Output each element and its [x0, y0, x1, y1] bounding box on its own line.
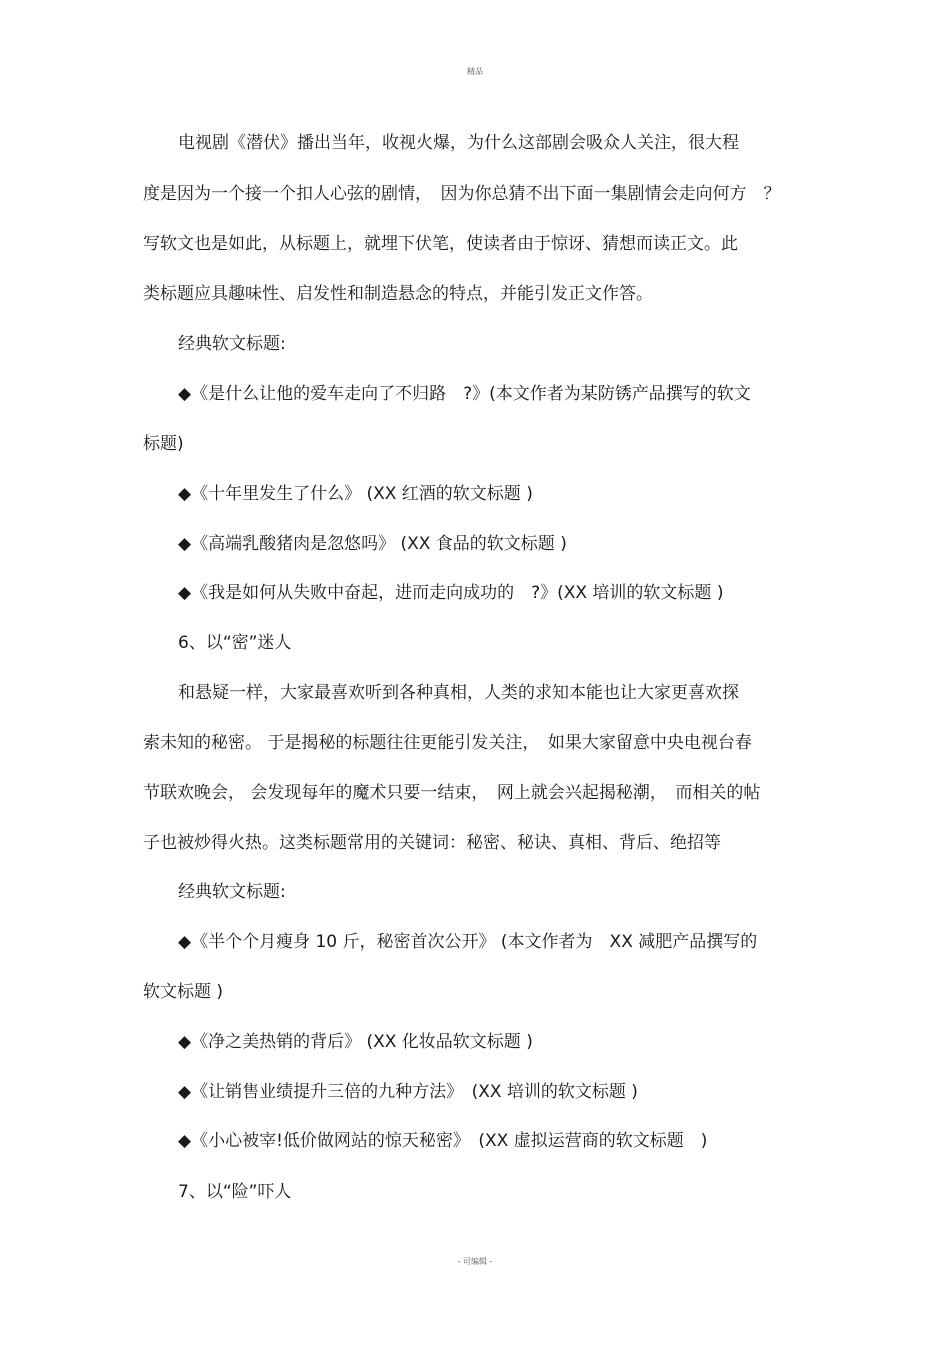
paragraph-line: 索未知的秘密。 于是揭秘的标题往往更能引发关注， 如果大家留意中央电视台春 [143, 733, 752, 753]
paragraph-line: 子也被炒得火热。这类标题常用的关键词：秘密、秘诀、真相、背后、绝招等 [143, 833, 721, 853]
paragraph-line: 节联欢晚会， 会发现每年的魔术只要一结束， 网上就会兴起揭秘潮， 而相关的帖 [143, 783, 761, 803]
list-item: ◆《我是如何从失败中奋起，进而走向成功的 ?》(XX 培训的软文标题 ) [178, 583, 724, 603]
paragraph-line: 度是因为一个接一个扣人心弦的剧情， 因为你总猜不出下面一集剧情会走向何方 ？ [143, 184, 781, 204]
list-item: ◆《小心被宰!低价做网站的惊天秘密》 (XX 虚拟运营商的软文标题 ) [178, 1131, 708, 1151]
list-item: ◆《让销售业绩提升三倍的九种方法》 (XX 培训的软文标题 ) [178, 1082, 638, 1102]
list-item: ◆《是什么让他的爱车走向了不归路 ?》(本文作者为某防锈产品撰写的软文 [178, 384, 751, 404]
paragraph-line: 类标题应具趣味性、启发性和制造悬念的特点，并能引发正文作答。 [143, 284, 653, 304]
paragraph-line: 写软文也是如此，从标题上，就埋下伏笔，使读者由于惊讶、猜想而读正文。此 [143, 234, 738, 254]
list-item-continuation: 标题) [143, 434, 184, 454]
list-item-continuation: 软文标题 ) [143, 982, 224, 1002]
list-item: ◆《半个个月瘦身 10 斤，秘密首次公开》 (本文作者为 XX 减肥产品撰写的 [178, 932, 758, 952]
paragraph-line: 和悬疑一样，大家最喜欢听到各种真相，人类的求知本能也让大家更喜欢探 [178, 683, 739, 703]
section-heading: 7、以“险”吓人 [178, 1182, 292, 1202]
page-footer: - 可编辑 - [457, 1257, 493, 1266]
list-item: ◆《高端乳酸猪肉是忽悠吗》 (XX 食品的软文标题 ) [178, 534, 567, 554]
list-item: ◆《净之美热销的背后》 (XX 化妆品软文标题 ) [178, 1032, 533, 1052]
section-label: 经典软文标题: [178, 882, 286, 902]
list-item: ◆《十年里发生了什么》 (XX 红酒的软文标题 ) [178, 484, 533, 504]
page-header: 精品 [467, 67, 483, 76]
section-heading: 6、以“密”迷人 [178, 633, 292, 653]
section-label: 经典软文标题: [178, 334, 286, 354]
paragraph-line: 电视剧《潜伏》播出当年，收视火爆，为什么这部剧会吸众人关注，很大程 [178, 133, 739, 153]
